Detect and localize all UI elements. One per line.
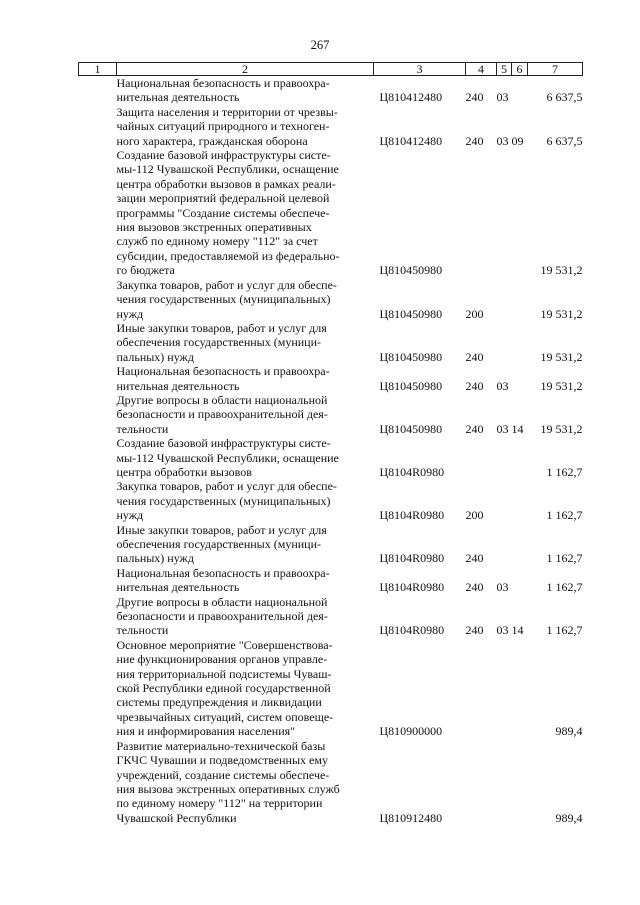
expense-type-cell: 240 <box>465 378 484 393</box>
subsection-cell <box>512 436 528 479</box>
column-header-6: 6 <box>512 63 528 76</box>
table-row <box>79 523 583 566</box>
subsection-cell: 14 <box>511 623 524 638</box>
row-number-cell <box>79 739 117 825</box>
section-cell <box>497 321 512 364</box>
amount-cell: 989,4 <box>555 810 583 825</box>
row-description <box>117 364 374 393</box>
description-line: служб по единому номеру "112" за счет <box>116 234 318 249</box>
column-header-2: 2 <box>117 63 374 76</box>
description-line: тельности <box>116 421 169 436</box>
subsection-cell <box>512 479 528 522</box>
column-header-5: 5 <box>497 63 512 76</box>
row-number-cell <box>79 321 117 364</box>
description-line: чрезвычайных ситуаций, систем оповеще- <box>116 709 334 724</box>
description-line: Национальная безопасность и правоохра- <box>116 364 330 379</box>
table-row <box>79 393 583 436</box>
row-number-cell <box>79 76 117 105</box>
column-header-4: 4 <box>466 63 497 76</box>
description-line: Национальная безопасность и правоохра- <box>116 565 330 580</box>
amount-cell: 19 531,2 <box>540 263 583 278</box>
section-cell: 03 <box>496 378 509 393</box>
table-row <box>79 479 583 522</box>
row-number-cell <box>79 105 117 148</box>
row-description <box>117 523 374 566</box>
description-line: пальных) нужд <box>116 551 194 566</box>
table-row <box>79 595 583 638</box>
description-line: Основное мероприятие "Совершенствова- <box>116 637 333 652</box>
row-number-cell <box>79 436 117 479</box>
description-line: зации мероприятий федеральной целевой <box>116 191 330 206</box>
column-header-1: 1 <box>79 63 117 76</box>
amount-cell: 1 162,7 <box>546 464 583 479</box>
row-description <box>117 105 374 148</box>
table-row <box>79 638 583 739</box>
amount-cell: 1 162,7 <box>546 623 583 638</box>
section-cell <box>497 148 512 278</box>
row-description <box>117 278 374 321</box>
section-cell <box>497 278 512 321</box>
description-line: субсидии, предоставляемой из федерально- <box>116 248 340 263</box>
subsection-cell <box>512 76 528 105</box>
description-line: мы-112 Чувашской Республики, оснащение <box>116 162 339 177</box>
subsection-cell <box>512 321 528 364</box>
table-row <box>79 148 583 278</box>
target-code-cell: Ц8104R0980 <box>379 580 445 595</box>
description-line: учреждений, создание системы обеспече- <box>116 767 330 782</box>
subsection-cell <box>512 523 528 566</box>
target-code-cell: Ц810450980 <box>379 263 443 278</box>
target-code-cell: Ц8104R0980 <box>379 623 445 638</box>
expense-type-cell: 200 <box>465 508 484 523</box>
row-number-cell <box>79 523 117 566</box>
description-line: Закупка товаров, работ и услуг для обеспе- <box>116 479 337 494</box>
header-row <box>79 63 583 76</box>
subsection-cell <box>512 566 528 595</box>
amount-cell: 6 637,5 <box>546 133 583 148</box>
row-description <box>117 739 374 825</box>
description-line: Другие вопросы в области национальной <box>116 594 328 609</box>
row-description <box>117 148 374 278</box>
amount-cell: 6 637,5 <box>546 90 583 105</box>
description-line: ской Республики единой государственной <box>116 681 331 696</box>
description-line: Создание базовой инфраструктуры систе- <box>116 148 331 163</box>
table-row <box>79 436 583 479</box>
description-line: ного характера, гражданская оборона <box>116 133 308 148</box>
description-line: безопасности и правоохранительной дея- <box>116 609 328 624</box>
row-description <box>117 76 374 105</box>
table-row <box>79 278 583 321</box>
description-line: мы-112 Чувашской Республики, оснащение <box>116 450 339 465</box>
column-header-7: 7 <box>528 63 583 76</box>
section-cell: 03 <box>496 133 509 148</box>
row-number-cell <box>79 566 117 595</box>
description-line: ния и информирования населения" <box>116 724 296 739</box>
target-code-cell: Ц8104R0980 <box>379 551 445 566</box>
row-number-cell <box>79 364 117 393</box>
description-line: Национальная безопасность и правоохра- <box>116 76 330 90</box>
section-cell: 03 <box>496 90 509 105</box>
subsection-cell <box>512 364 528 393</box>
subsection-cell: 14 <box>511 421 524 436</box>
expense-type-cell <box>466 436 497 479</box>
subsection-cell <box>512 148 528 278</box>
description-line: программы "Создание системы обеспече- <box>116 205 330 220</box>
section-cell <box>497 739 512 825</box>
expense-type-cell: 240 <box>465 421 484 436</box>
description-line: Иные закупки товаров, работ и услуг для <box>116 320 327 335</box>
row-description <box>117 436 374 479</box>
description-line: нительная деятельность <box>116 90 240 105</box>
expense-type-cell <box>466 148 497 278</box>
amount-cell: 19 531,2 <box>540 421 583 436</box>
expense-type-cell <box>466 739 497 825</box>
row-number-cell <box>79 393 117 436</box>
description-line: обеспечения государственных (муници- <box>116 537 322 551</box>
row-description <box>117 479 374 522</box>
budget-table <box>78 62 583 825</box>
description-line: нужд <box>116 508 144 523</box>
row-number-cell <box>79 479 117 522</box>
description-line: тельности <box>116 623 169 638</box>
target-code-cell: Ц810450980 <box>379 378 443 393</box>
row-number-cell <box>79 638 117 739</box>
amount-cell: 19 531,2 <box>540 349 583 364</box>
amount-cell: 1 162,7 <box>546 508 583 523</box>
table-row <box>79 364 583 393</box>
description-line: Развитие материально-технической базы <box>116 738 326 753</box>
section-cell <box>497 436 512 479</box>
target-code-cell: Ц810412480 <box>379 90 443 105</box>
description-line: Другие вопросы в области национальной <box>116 392 328 407</box>
row-description <box>117 566 374 595</box>
expense-type-cell: 240 <box>465 623 484 638</box>
description-line: пальных) нужд <box>116 349 194 364</box>
table-body <box>79 76 583 826</box>
description-line: Закупка товаров, работ и услуг для обеспе- <box>116 277 337 292</box>
subsection-cell <box>512 739 528 825</box>
table-row <box>79 739 583 825</box>
target-code-cell: Ц810450980 <box>379 349 443 364</box>
description-line: ния вызова экстренных оперативных служб <box>116 781 340 796</box>
row-number-cell <box>79 278 117 321</box>
description-line: центра обработки вызовов в рамках реали- <box>116 176 336 191</box>
description-line: по единому номеру "112" на территории <box>116 796 323 811</box>
section-cell: 03 <box>496 623 509 638</box>
table-row <box>79 76 583 105</box>
row-number-cell <box>79 148 117 278</box>
expense-type-cell: 240 <box>465 551 484 566</box>
expense-type-cell: 240 <box>465 90 484 105</box>
description-line: Защита населения и территории от чрезвы- <box>116 104 338 119</box>
description-line: Иные закупки товаров, работ и услуг для <box>116 522 327 537</box>
description-line: нительная деятельность <box>116 378 240 393</box>
subsection-cell <box>512 638 528 739</box>
amount-cell: 989,4 <box>555 724 583 739</box>
expense-type-cell <box>466 638 497 739</box>
column-header-3: 3 <box>374 63 466 76</box>
description-line: чения государственных (муниципальных) <box>116 493 331 508</box>
expense-type-cell: 240 <box>465 133 484 148</box>
target-code-cell: Ц810900000 <box>379 724 443 739</box>
section-cell <box>497 479 512 522</box>
description-line: ГКЧС Чувашии и подведомственных ему <box>116 753 328 768</box>
expense-type-cell: 200 <box>465 306 484 321</box>
target-code-cell: Ц810450980 <box>379 421 443 436</box>
table-row <box>79 566 583 595</box>
expense-type-cell: 240 <box>465 349 484 364</box>
amount-cell: 19 531,2 <box>540 306 583 321</box>
row-description <box>117 321 374 364</box>
description-line: обеспечения государственных (муници- <box>116 335 322 350</box>
description-line: чайных ситуаций природного и техноген- <box>116 119 330 134</box>
amount-cell: 1 162,7 <box>546 551 583 566</box>
description-line: го бюджета <box>116 263 175 278</box>
expense-type-cell: 240 <box>465 580 484 595</box>
row-description <box>117 393 374 436</box>
row-number-cell <box>79 595 117 638</box>
row-description <box>117 638 374 739</box>
target-code-cell: Ц810912480 <box>379 810 443 825</box>
table-header <box>79 63 583 76</box>
section-cell <box>497 523 512 566</box>
description-line: Создание базовой инфраструктуры систе- <box>116 436 331 451</box>
description-line: центра обработки вызовов <box>116 464 252 479</box>
section-cell <box>497 638 512 739</box>
section-cell: 03 <box>496 421 509 436</box>
description-line: чения государственных (муниципальных) <box>116 292 331 307</box>
page-number: 267 <box>310 38 330 52</box>
subsection-cell <box>512 278 528 321</box>
amount-cell: 19 531,2 <box>540 378 583 393</box>
target-code-cell: Ц8104R0980 <box>379 508 445 523</box>
description-line: системы предупреждения и ликвидации <box>116 695 322 710</box>
target-code-cell: Ц810412480 <box>379 133 443 148</box>
amount-cell: 1 162,7 <box>546 580 583 595</box>
description-line: ние функционирования органов управле- <box>116 652 328 667</box>
description-line: Чувашской Республики <box>116 810 237 825</box>
subsection-cell: 09 <box>511 133 524 148</box>
description-line: безопасности и правоохранительной дея- <box>116 407 328 422</box>
description-line: ния вызовов экстренных оперативных <box>116 220 312 235</box>
target-code-cell: Ц810450980 <box>379 306 443 321</box>
description-line: нительная деятельность <box>116 580 240 595</box>
table-row <box>79 321 583 364</box>
row-description <box>117 595 374 638</box>
description-line: нужд <box>116 306 144 321</box>
table-row <box>79 105 583 148</box>
section-cell: 03 <box>496 580 509 595</box>
target-code-cell: Ц8104R0980 <box>379 464 445 479</box>
description-line: ния территориальной подсистемы Чуваш- <box>116 666 332 681</box>
